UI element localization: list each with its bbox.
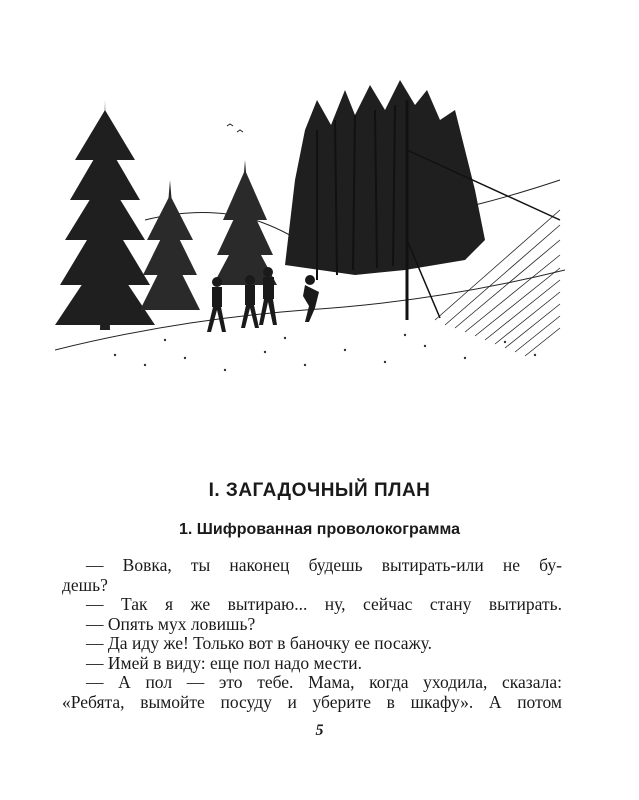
text-line: — А пол — это тебе. Мама, когда уходила, сказала: [86,672,562,692]
text-line: «Ребята, вымойте посуду и уберите в шкафу». А потом [62,691,562,712]
text-line: дешь? [62,574,108,595]
page-number: 5 [315,722,324,739]
chapter-title: I. ЗАГАДОЧНЫЙ ПЛАН [208,480,431,501]
text-line: — Имей в виду: еще пол надо мести. [86,652,362,673]
text-line: — Да иду же! Только вот в баночку ее посажу. [86,633,433,653]
text-line: — Вовка, ты наконец будешь вытирать-или не бу- [86,555,562,575]
body-text [62,556,562,712]
text-line: — Опять мух ловишь? [86,613,256,634]
forest-scene-illustration [55,70,565,390]
text-line: — Так я же вытираю... ну, сейчас стану вытирать. [86,594,562,614]
section-title: 1. Шифрованная проволокограмма [179,521,460,538]
